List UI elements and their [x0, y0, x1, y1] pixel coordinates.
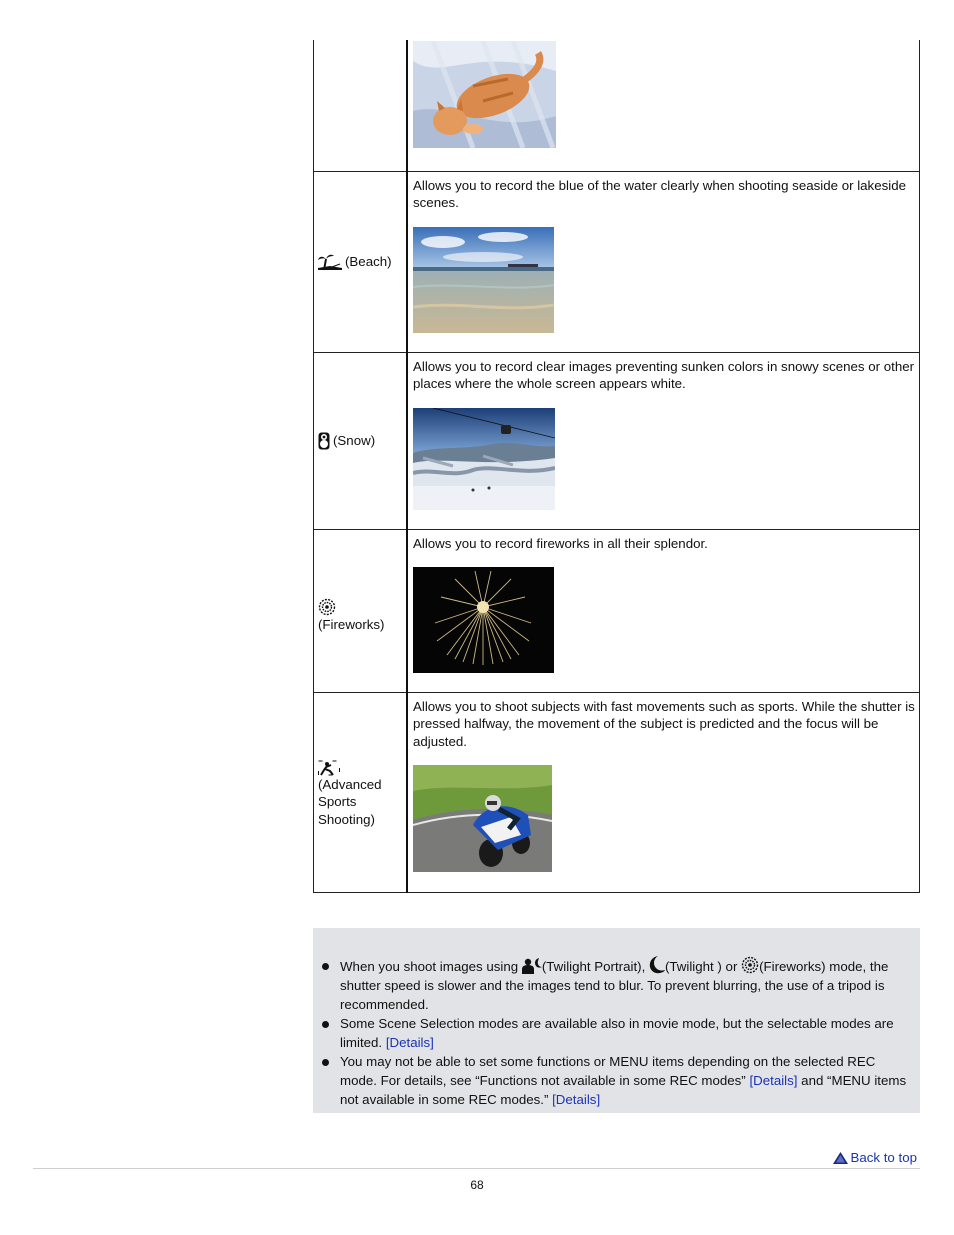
details-link[interactable]: [Details]: [552, 1092, 601, 1107]
scene-name-cell: [314, 352, 408, 529]
footer-divider: [33, 1168, 920, 1169]
scene-name-cell: [314, 692, 408, 892]
scene-name: (Advanced Sports Shooting): [318, 776, 382, 827]
table-row: [314, 171, 920, 352]
details-link[interactable]: [Details]: [385, 1035, 434, 1050]
note-text: When you shoot images using: [340, 959, 522, 974]
details-link[interactable]: [Details]: [749, 1073, 798, 1088]
scene-description-cell: [407, 40, 920, 171]
scene-description: Allows you to record clear images preventing sunken colors in snowy scenes or other places where the whole screen appears white.: [413, 358, 915, 391]
scene-description-cell: [407, 352, 920, 529]
bullet: [322, 963, 329, 970]
table-row: [314, 352, 920, 529]
scene-name-cell: [314, 40, 408, 171]
scene-name-cell: [314, 529, 408, 692]
notes-box: [313, 928, 920, 1113]
scene-selection-table: [313, 40, 920, 893]
fireworks-photo: [413, 567, 554, 673]
advanced-sports-icon: [318, 760, 340, 776]
fireworks-icon: [318, 598, 336, 616]
table-row: [314, 529, 920, 692]
bullet: [322, 1059, 329, 1066]
list-item: [340, 1052, 912, 1109]
note-text: (Fireworks) mode, the shutter speed is slower and the images tend to blur. To prevent blurring, the use of a tripod is recommended.: [340, 959, 889, 1012]
up-triangle-icon: [833, 1152, 848, 1164]
fireworks-icon: [741, 956, 759, 974]
beach-photo: [413, 227, 554, 333]
snow-icon: [318, 432, 330, 450]
note-text: Some Scene Selection modes are available also in movie mode, but the selectable modes are limited.: [340, 1016, 894, 1050]
note-text: You may not be able to set some functions or MENU items depending on the selected REC mode. For details, see “Functions not available in some REC modes”: [340, 1054, 876, 1088]
bullet: [322, 1021, 329, 1028]
twilight-portrait-icon: [522, 957, 542, 974]
scene-name: (Beach): [345, 253, 392, 269]
scene-description: Allows you to record the blue of the water clearly when shooting seaside or lakeside scenes.: [413, 177, 906, 210]
table-row: [314, 40, 920, 171]
motorcycle-photo: [413, 765, 552, 872]
scene-name: (Fireworks): [318, 616, 385, 632]
cat-photo: [413, 41, 556, 148]
note-text: (Twilight ) or: [664, 959, 742, 974]
scene-description-cell: [407, 692, 920, 892]
scene-description: Allows you to shoot subjects with fast movements such as sports. While the shutter is pressed halfway, the movement of the subject is predicted and the focus will be adjusted.: [413, 698, 915, 749]
notes-list: [313, 928, 920, 1109]
snow-photo: [413, 408, 555, 510]
beach-icon: [318, 253, 342, 271]
scene-description-cell: [407, 529, 920, 692]
scene-description: Allows you to record fireworks in all their splendor.: [413, 535, 708, 551]
back-to-top-label[interactable]: Back to top: [850, 1150, 917, 1165]
scene-name: (Snow): [333, 432, 376, 448]
twilight-icon: [649, 956, 665, 974]
scene-name-cell: [314, 171, 408, 352]
list-item: [340, 1014, 912, 1052]
list-item: [340, 956, 912, 1014]
back-to-top-link[interactable]: [833, 1150, 917, 1165]
note-text: and “MENU items not available in some REC modes.”: [340, 1073, 907, 1107]
page-number: 68: [470, 1178, 484, 1192]
note-text: (Twilight Portrait),: [541, 959, 649, 974]
table-row: [314, 692, 920, 892]
scene-description-cell: [407, 171, 920, 352]
